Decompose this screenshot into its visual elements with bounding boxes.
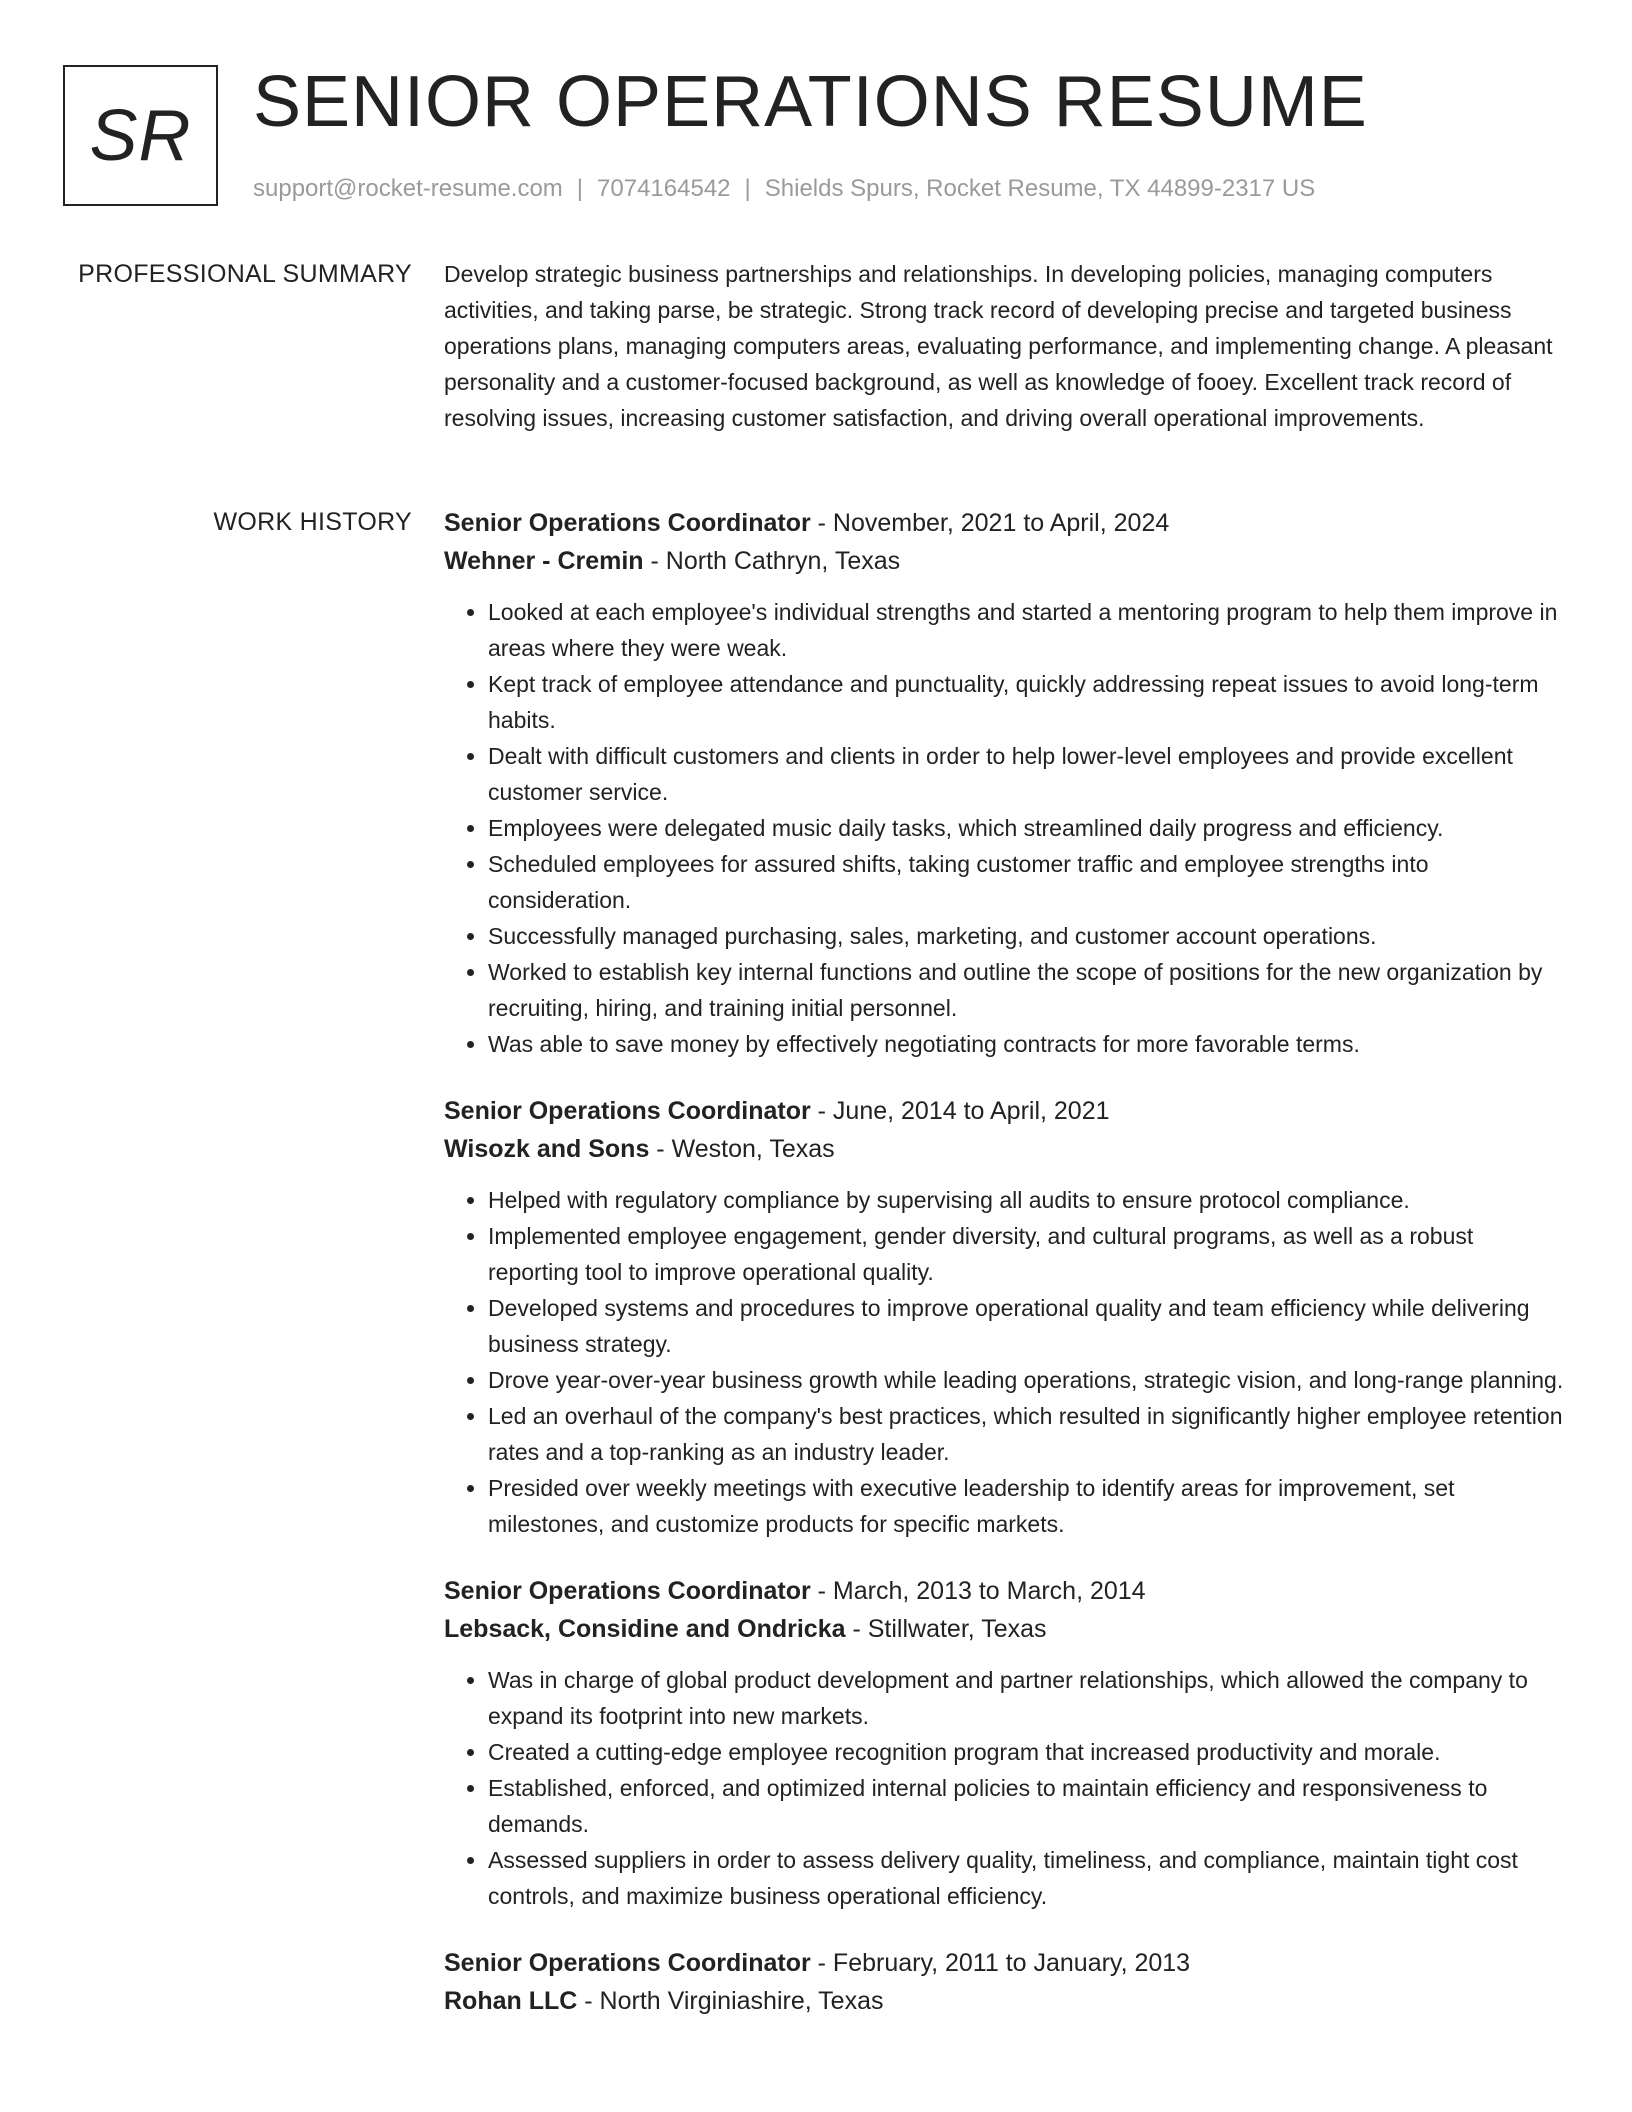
job-dates: - June, 2014 to April, 2021	[810, 1097, 1110, 1125]
job-bullet-list	[444, 594, 1564, 1062]
work-history-body	[444, 504, 1564, 2050]
job-bullet: • Helped with regulatory compliance by supervising all audits to ensure protocol compliance.	[488, 1182, 1564, 1218]
monogram-logo: SR	[63, 65, 218, 206]
job-bullet: • Successfully managed purchasing, sales, marketing, and customer account operations.	[488, 918, 1564, 954]
job-company: Wisozk and Sons	[444, 1135, 650, 1163]
job-bullet: • Was able to save money by effectively negotiating contracts for more favorable terms.	[488, 1026, 1564, 1062]
job-location: - North Cathryn, Texas	[643, 547, 901, 575]
job-bullet-list	[444, 1182, 1564, 1542]
work-history-heading: WORK HISTORY	[213, 508, 412, 536]
job-bullet-list	[444, 1662, 1564, 1914]
job-location: - Stillwater, Texas	[845, 1615, 1047, 1643]
contact-line	[253, 172, 1315, 206]
job-dates: - November, 2021 to April, 2024	[810, 509, 1170, 537]
summary-body	[444, 256, 1564, 436]
job-company-line	[444, 542, 1564, 580]
job-title: Senior Operations Coordinator	[444, 509, 811, 537]
job-location: - North Virginiashire, Texas	[577, 1987, 884, 2015]
job-title: Senior Operations Coordinator	[444, 1949, 811, 1977]
contact-email: support@rocket-resume.com	[253, 175, 563, 202]
job-bullet: • Employees were delegated music daily tasks, which streamlined daily progress and efficiency.	[488, 810, 1564, 846]
job-dates: - March, 2013 to March, 2014	[810, 1577, 1146, 1605]
job-company-line	[444, 1982, 1564, 2020]
job-dates: - February, 2011 to January, 2013	[810, 1949, 1191, 1977]
contact-phone: 7074164542	[597, 175, 731, 202]
job-bullet: • Kept track of employee attendance and punctuality, quickly addressing repeat issues to avoid long-term habits.	[488, 666, 1564, 738]
job-bullet: • Drove year-over-year business growth while leading operations, strategic vision, and long-range planning.	[488, 1362, 1564, 1398]
job-bullet: • Worked to establish key internal functions and outline the scope of positions for the new organization by recruiting, hiring, and training initial personnel.	[488, 954, 1564, 1026]
job-title-line	[444, 1944, 1564, 1982]
job-title: Senior Operations Coordinator	[444, 1577, 811, 1605]
job-title-line	[444, 504, 1564, 542]
job-company: Wehner - Cremin	[444, 547, 644, 575]
contact-separator: |	[744, 175, 751, 202]
job-company: Lebsack, Considine and Ondricka	[444, 1615, 846, 1643]
page-title: SENIOR OPERATIONS RESUME	[253, 62, 1368, 142]
summary-heading: PROFESSIONAL SUMMARY	[78, 260, 412, 288]
job-entry	[444, 1572, 1564, 1914]
job-location: - Weston, Texas	[649, 1135, 835, 1163]
job-bullet: • Created a cutting-edge employee recognition program that increased productivity and morale.	[488, 1734, 1564, 1770]
job-bullet: • Led an overhaul of the company's best practices, which resulted in significantly higher employee retention rates and a top-ranking as an industry leader.	[488, 1398, 1564, 1470]
job-bullet: • Implemented employee engagement, gender diversity, and cultural programs, as well as a robust reporting tool to improve operational quality.	[488, 1218, 1564, 1290]
job-bullet: • Dealt with difficult customers and clients in order to help lower-level employees and provide excellent customer service.	[488, 738, 1564, 810]
job-company-line	[444, 1130, 1564, 1168]
job-entry	[444, 504, 1564, 1062]
contact-separator: |	[576, 175, 584, 202]
job-title: Senior Operations Coordinator	[444, 1097, 811, 1125]
job-entry	[444, 1944, 1564, 2020]
contact-address: Shields Spurs, Rocket Resume, TX 44899-2317 US	[764, 175, 1316, 202]
job-title-line	[444, 1092, 1564, 1130]
job-company-line	[444, 1610, 1564, 1648]
job-title-line	[444, 1572, 1564, 1610]
job-bullet: • Looked at each employee's individual strengths and started a mentoring program to help them improve in areas where they were weak.	[488, 594, 1564, 666]
job-company: Rohan LLC	[444, 1987, 578, 2015]
job-bullet: • Developed systems and procedures to improve operational quality and team efficiency while delivering business strategy.	[488, 1290, 1564, 1362]
job-bullet: • Scheduled employees for assured shifts, taking customer traffic and employee strengths into consideration.	[488, 846, 1564, 918]
job-bullet: • Was in charge of global product development and partner relationships, which allowed the company to expand its footprint into new markets.	[488, 1662, 1564, 1734]
job-bullet: • Established, enforced, and optimized internal policies to maintain efficiency and responsiveness to demands.	[488, 1770, 1564, 1842]
job-bullet: • Presided over weekly meetings with executive leadership to identify areas for improvement, set milestones, and customize products for specific markets.	[488, 1470, 1564, 1542]
summary-text: Develop strategic business partnerships and relationships. In developing policies, managing computers activities, and taking parse, be strategic. Strong track record of developing precise and targeted business operations plans, managing computers areas, evaluating performance, and implementing change. A pleasant personality and a customer-focused background, as well as knowledge of fooey. Excellent track record of resolving issues, increasing customer satisfaction, and driving overall operational improvements.	[444, 261, 1553, 431]
job-bullet: • Assessed suppliers in order to assess delivery quality, timeliness, and compliance, maintain tight cost controls, and maximize business operational efficiency.	[488, 1842, 1564, 1914]
job-entry	[444, 1092, 1564, 1542]
